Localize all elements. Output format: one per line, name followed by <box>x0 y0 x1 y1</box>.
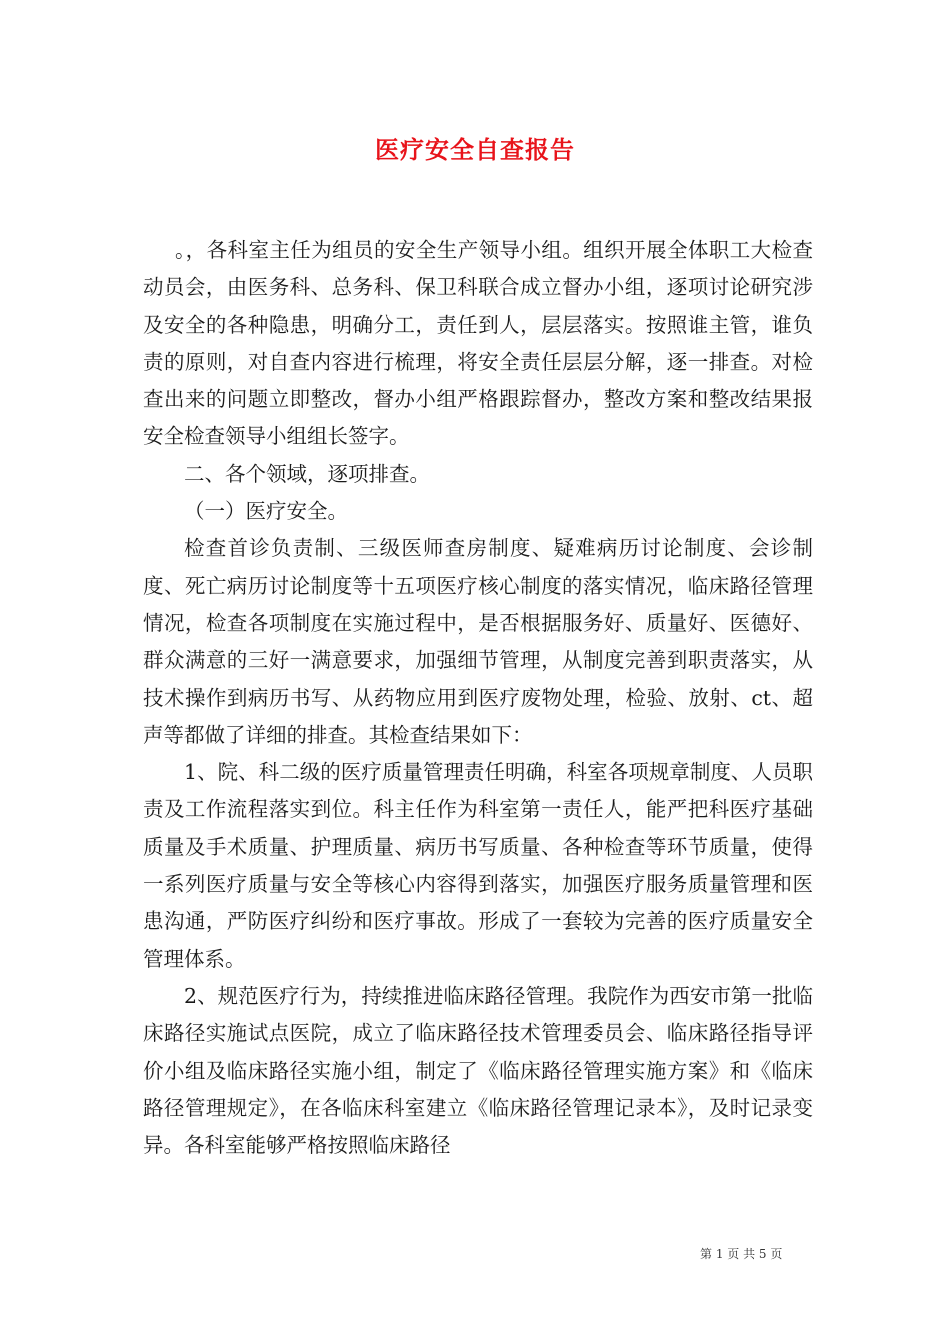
paragraph-2: 二、各个领域，逐项排查。 <box>184 461 430 486</box>
paragraph-5: 1、院、科二级的医疗质量管理责任明确，科室各项规章制度、人员职责及工作流程落实到位。科主任作为科室第一责任人，能严把科医疗基础质量及手术质量、护理质量、病历书写质量、各种检查等环节质量，使得一系列医疗质量与安全等核心内容得到落实，加强医疗服务质量管理和医患沟通，严防医疗纠纷和医疗事故。形成了一套较为完善的医疗质量安全管理体系。 <box>143 760 813 971</box>
paragraph-4: 检查首诊负责制、三级医师查房制度、疑难病历讨论制度、会诊制度、死亡病历讨论制度等十五项医疗核心制度的落实情况，临床路径管理情况，检查各项制度在实施过程中，是否根据服务好、质量好、医德好、群众满意的三好一满意要求，加强细节管理，从制度完善到职责落实，从技术操作到病历书写、从药物应用到医疗废物处理，检验、放射、ct、超声等都做了详细的排查。其检查结果如下： <box>143 536 813 747</box>
page-number-footer: 第 1 页 共 5 页 <box>700 1247 783 1261</box>
paragraph-6: 2、规范医疗行为，持续推进临床路径管理。我院作为西安市第一批临床路径实施试点医院，成立了临床路径技术管理委员会、临床路径指导评价小组及临床路径实施小组，制定了《临床路径管理实施方案》和《临床路径管理规定》，在各临床科室建立《临床路径管理记录本》，及时记录变异。各科室能够严格按照临床路径 <box>143 983 813 1158</box>
document-body <box>143 232 813 1164</box>
paragraph-3: （一）医疗安全。 <box>184 499 348 524</box>
paragraph-1: 。，各科室主任为组员的安全生产领导小组。组织开展全体职工大检查动员会，由医务科、总务科、保卫科联合成立督办小组，逐项讨论研究涉及安全的各种隐患，明确分工，责任到人，层层落实。按照谁主管，谁负责的原则，对自查内容进行梳理，将安全责任层层分解，逐一排查。对检查出来的问题立即整改，督办小组严格跟踪督办，整改方案和整改结果报安全检查领导小组组长签字。 <box>143 238 813 449</box>
document-title: 医疗安全自查报告 <box>375 135 575 164</box>
